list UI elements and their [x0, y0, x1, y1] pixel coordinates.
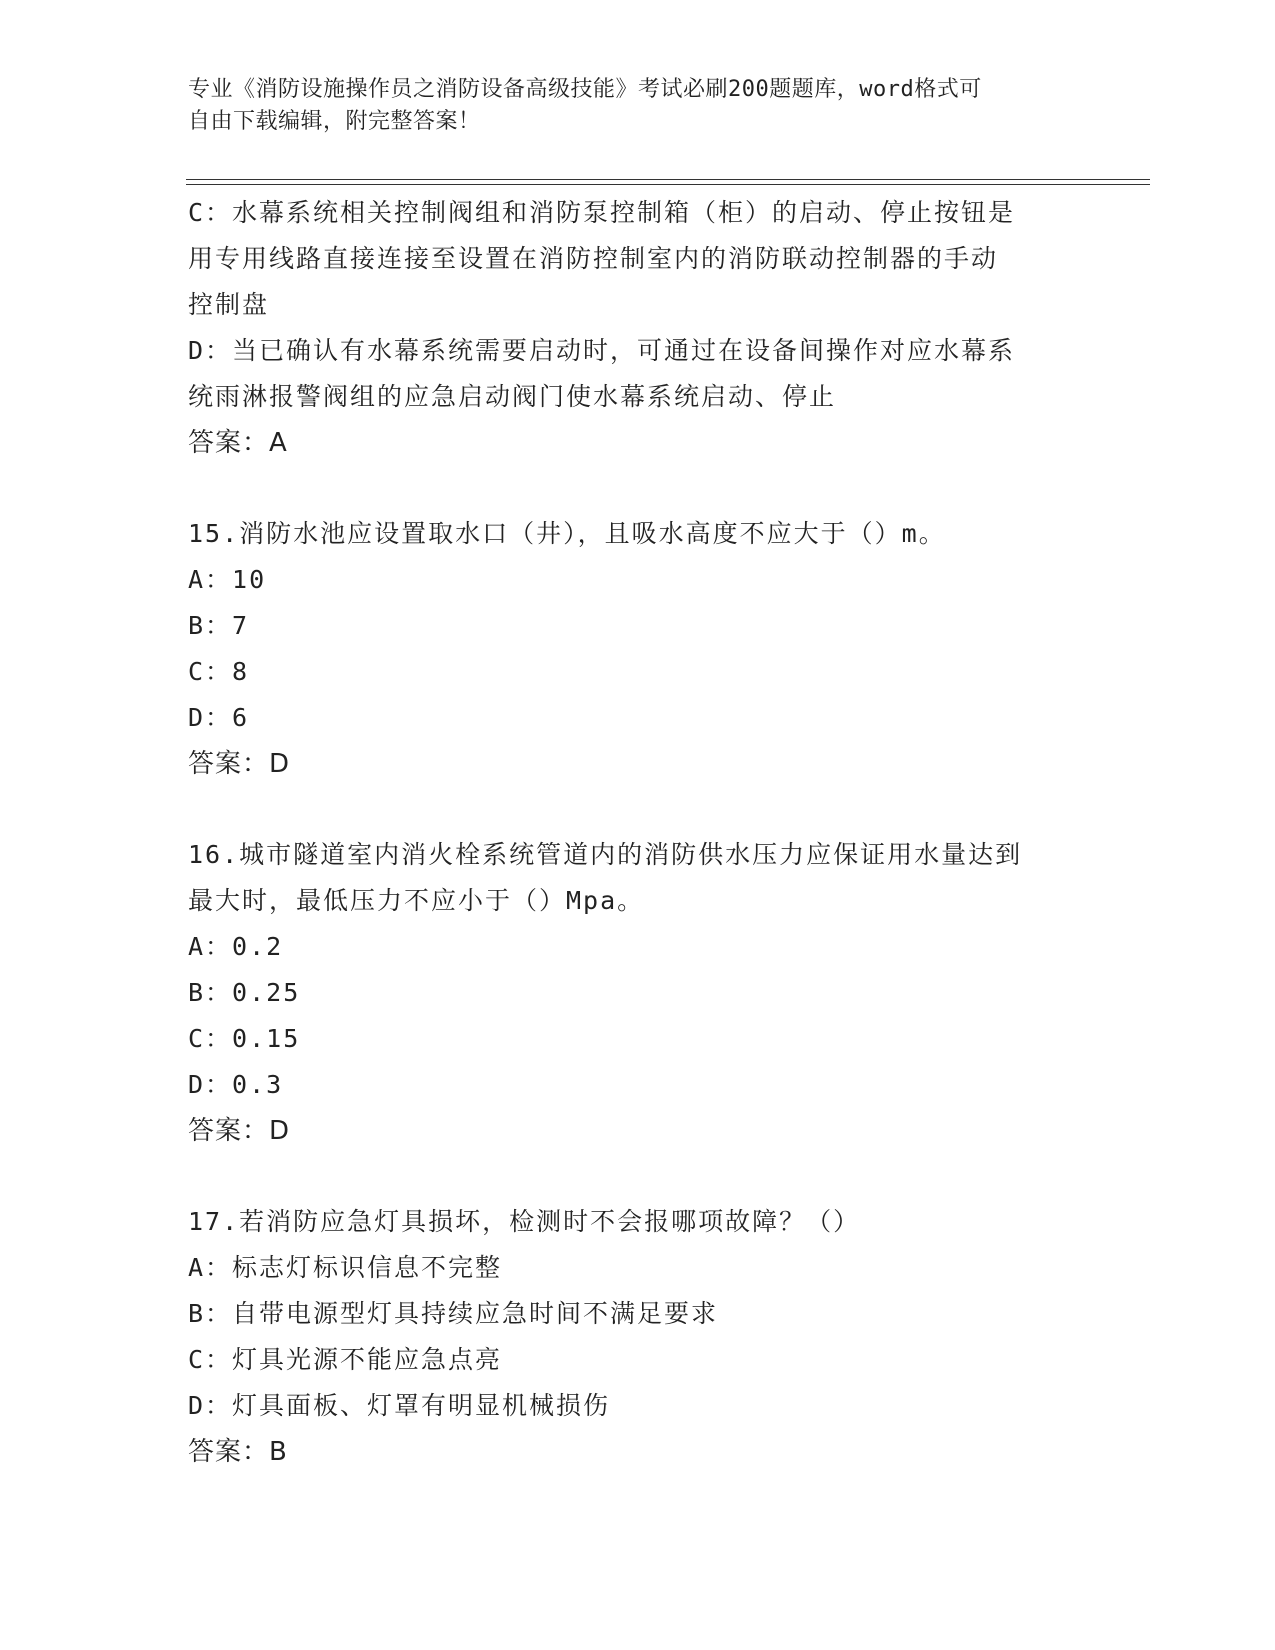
option-c-line-1: C：水幕系统相关控制阀组和消防泵控制箱（柜）的启动、停止按钮是	[188, 198, 1016, 227]
option-c: C：0.15	[188, 1024, 301, 1053]
question-stem: 17.若消防应急灯具损坏，检测时不会报哪项故障？（）	[188, 1207, 861, 1236]
option-a: A：10	[188, 565, 267, 594]
question-14-continued	[188, 190, 1088, 466]
answer-label: 答案：B	[188, 1437, 288, 1467]
option-c: C：8	[188, 657, 250, 686]
answer-label: 答案：A	[188, 428, 288, 458]
question-stem: 15.消防水池应设置取水口（井），且吸水高度不应大于（）m。	[188, 519, 946, 548]
option-d: D：灯具面板、灯罩有明显机械损伤	[188, 1391, 611, 1420]
header-line-2: 自由下载编辑，附完整答案！	[188, 109, 481, 134]
answer-label: 答案：D	[188, 1116, 291, 1146]
option-b: B：7	[188, 611, 250, 640]
option-d: D：6	[188, 703, 250, 732]
option-c: C：灯具光源不能应急点亮	[188, 1345, 503, 1374]
question-15	[188, 511, 1088, 787]
option-d-line-1: D：当已确认有水幕系统需要启动时，可通过在设备间操作对应水幕系	[188, 336, 1016, 365]
question-stem-line-2: 最大时，最低压力不应小于（）Mpa。	[188, 886, 645, 915]
answer-label: 答案：D	[188, 749, 291, 779]
option-a: A：标志灯标识信息不完整	[188, 1253, 503, 1282]
option-c-line-3: 控制盘	[188, 290, 270, 319]
header-divider-bottom	[186, 184, 1150, 185]
question-spacer	[188, 466, 1088, 511]
question-list	[188, 190, 1088, 1475]
option-c-line-2: 用专用线路直接连接至设置在消防控制室内的消防联动控制器的手动	[188, 244, 999, 273]
option-d-line-2: 统雨淋报警阀组的应急启动阀门使水幕系统启动、停止	[188, 382, 837, 411]
option-b: B：自带电源型灯具持续应急时间不满足要求	[188, 1299, 719, 1328]
question-spacer	[188, 787, 1088, 832]
question-spacer	[188, 1154, 1088, 1199]
question-16	[188, 832, 1088, 1154]
option-b: B：0.25	[188, 978, 301, 1007]
option-d: D：0.3	[188, 1070, 284, 1099]
option-a: A：0.2	[188, 932, 284, 961]
header-line-1: 专业《消防设施操作员之消防设备高级技能》考试必刷200题题库，word格式可	[188, 77, 982, 102]
header-divider-top	[186, 179, 1150, 180]
document-header	[188, 74, 1088, 138]
question-stem-line-1: 16.城市隧道室内消火栓系统管道内的消防供水压力应保证用水量达到	[188, 840, 1023, 869]
question-17	[188, 1199, 1088, 1475]
